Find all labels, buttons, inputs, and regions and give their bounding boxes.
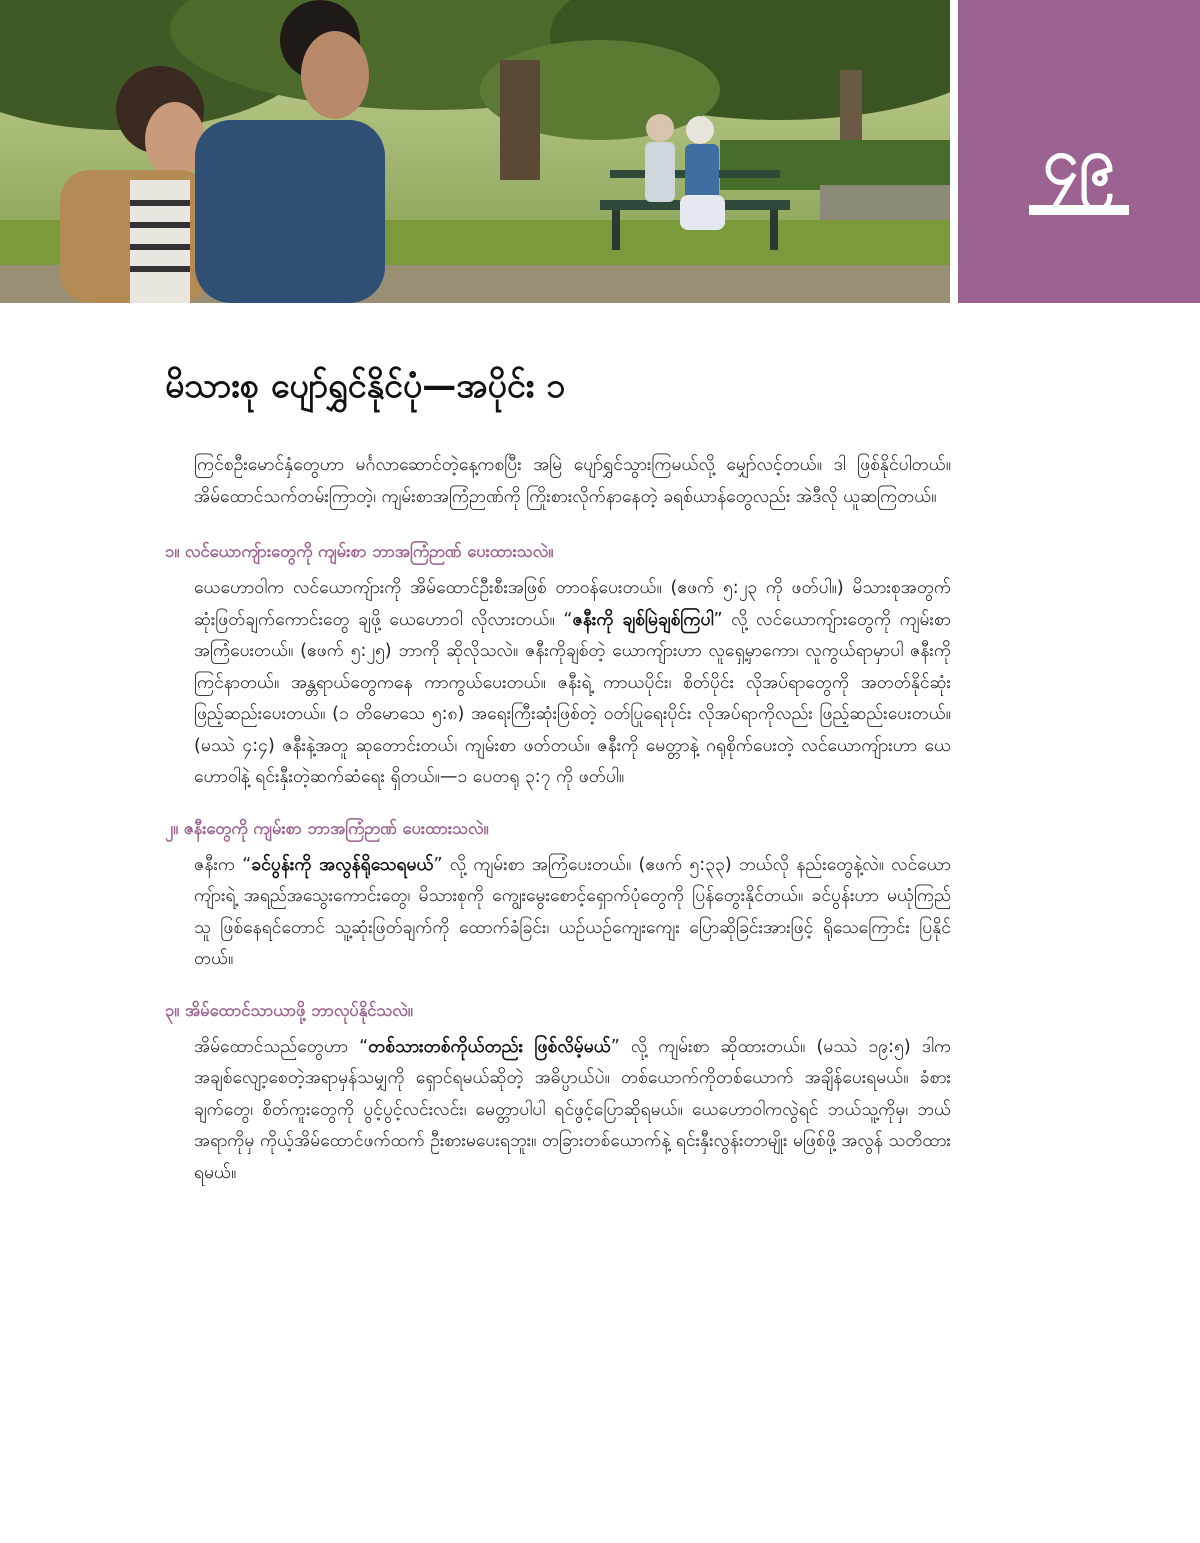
section-paragraph bbox=[165, 850, 951, 976]
lesson-number: ၄၉ bbox=[1043, 125, 1115, 199]
page-title: မိသားစု ပျော်ရွှင်နိုင်ပုံ—အပိုင်း ၁ bbox=[165, 366, 566, 406]
text-run: အိမ်ထောင်သည်တွေဟာ “ bbox=[194, 1036, 369, 1057]
section-paragraph bbox=[165, 573, 951, 794]
park-couples-illustration bbox=[0, 0, 950, 303]
highlighted-quote: ဇနီးကို ချစ်မြဲချစ်ကြပါ bbox=[572, 609, 714, 630]
section-1 bbox=[165, 537, 951, 794]
intro-paragraph: ကြင်စဦးမောင်နှံတွေဟာ မင်္ဂလာဆောင်တဲ့နေ့ကစပြီး အမြဲ ပျော်ရွှင်သွားကြမယ်လို့ မျှော်လင့်တယ်။ ဒါ ဖြစ်နိုင်ပါတယ်။ အိမ်ထောင်သက်တမ်းကြာတဲ့၊ ကျမ်းစာအကြံဉာဏ်ကို ကြိုးစားလိုက်နာနေတဲ့ ခရစ်ယာန်တွေလည်း အဲဒီလို ယူဆကြတယ်။ bbox=[194, 455, 951, 507]
lesson-number-box bbox=[958, 0, 1200, 303]
section-3 bbox=[165, 996, 951, 1190]
text-run: ” လို့ ကျမ်းစာ ဆိုထားတယ်။ (မဿဲ ၁၉:၅) ဒါက အချစ်လျော့စေတဲ့အရာမှန်သမျှကို ရှောင်ရမယ်ဆိုတဲ့ အဓိပ္ပာယ်ပဲ။ တစ်ယောက်ကိုတစ်ယောက် အချိန်ပေးရမယ်။ ခံစားချက်တွေ၊ စိတ်ကူးတွေကို ပွင့်ပွင့်လင်းလင်း၊ မေတ္တာပါပါ ရင်ဖွင့်ပြောဆိုရမယ်။ ယေဟောဝါကလွဲရင် ဘယ်သူ့ကိုမှ၊ ဘယ်အရာကိုမှ ကိုယ့်အိမ်ထောင်ဖက်ထက် ဦးစားမပေးရဘူး။ တခြားတစ်ယောက်နဲ့ ရင်းနှီးလွန်းတာမျိုး မဖြစ်ဖို့ အလွန် သတိထားရမယ်။ bbox=[194, 1036, 951, 1183]
text-run: ” လို့ ကျမ်းစာ အကြံပေးတယ်။ (ဧဖက် ၅:၃၃) ဘယ်လို နည်းတွေနဲ့လဲ။ လင်ယောကျ်ားရဲ့ အရည်အသွေးကောင်းတွေ၊ မိသားစုကို ကျွေးမွေးစောင့်ရှောက်ပုံတွေကို ပြန်တွေးနိုင်တယ်။ ခင်ပွန်းဟာ မယုံကြည်သူ ဖြစ်နေရင်တောင် သူ့ဆုံးဖြတ်ချက်ကို ထောက်ခံခြင်း၊ ယဉ်ယဉ်ကျေးကျေး ပြောဆိုခြင်းအားဖြင့် ရိုသေကြောင်း ပြနိုင်တယ်။ bbox=[194, 854, 951, 969]
section-question: ၃။ အိမ်ထောင်သာယာဖို့ ဘာလုပ်နိုင်သလဲ။ bbox=[165, 1000, 413, 1020]
section-question: ၁။ လင်ယောကျ်ားတွေကို ကျမ်းစာ ဘာအကြံဉာဏ် ပေးထားသလဲ။ bbox=[165, 542, 554, 561]
text-run: ယေဟောဝါက လင်ယောကျ်ားကို အိမ်ထောင်ဦးစီးအဖြစ် တာဝန်ပေးတယ်။ (ဧဖက် ၅:၂၃ ကို ဖတ်ပါ။) မိသားစုအတွက် ဆုံးဖြတ်ချက်ကောင်းတွေ ချဖို့ ယေဟောဝါ လိုလားတယ်။ “ bbox=[194, 578, 951, 630]
section-paragraph bbox=[165, 1032, 951, 1190]
section-question: ၂။ ဇနီးတွေကို ကျမ်းစာ ဘာအကြံဉာဏ် ပေးထားသလဲ။ bbox=[165, 818, 489, 838]
text-run: ဇနီးက “ bbox=[194, 854, 252, 875]
highlighted-quote: ခင်ပွန်းကို အလွန်ရိုသေရမယ် bbox=[251, 854, 434, 875]
article-body bbox=[165, 450, 951, 1209]
cover-photo bbox=[0, 0, 950, 303]
text-run: ” လို့ လင်ယောကျ်ားတွေကို ကျမ်းစာ အကြံပေးတယ်။ (ဧဖက် ၅:၂၅) ဘာကို ဆိုလိုသလဲ။ ဇနီးကိုချစ်တဲ့ ယောကျ်ားဟာ လူရှေ့မှာကော၊ လူကွယ်ရာမှာပါ ဇနီးကို ကြင်နာတယ်။ အန္တရာယ်တွေကနေ ကာကွယ်ပေးတယ်။ ဇနီးရဲ့ ကာယပိုင်း၊ စိတ်ပိုင်း လိုအပ်ရာတွေကို အတတ်နိုင်ဆုံး ဖြည့်ဆည်းပေးတယ်။ (၁ တိမောသေ ၅:၈) အရေးကြီးဆုံးဖြစ်တဲ့ ဝတ်ပြုရေးပိုင်း လိုအပ်ရာကိုလည်း ဖြည့်ဆည်းပေးတယ်။ (မဿဲ ၄:၄) ဇနီးနဲ့အတူ ဆုတောင်းတယ်၊ ကျမ်းစာ ဖတ်တယ်။ ဇနီးကို မေတ္တာနဲ့ ဂရုစိုက်ပေးတဲ့ လင်ယောကျ်ားဟာ ယေဟောဝါနဲ့ ရင်းနှီးတဲ့ဆက်ဆံရေး ရှိတယ်။—၁ ပေတရု ၃:၇ ကို ဖတ်ပါ။ bbox=[194, 609, 951, 787]
lesson-number-underline bbox=[1029, 205, 1129, 215]
section-2 bbox=[165, 814, 951, 976]
highlighted-quote: တစ်သားတစ်ကိုယ်တည်း ဖြစ်လိမ့်မယ် bbox=[368, 1036, 611, 1057]
